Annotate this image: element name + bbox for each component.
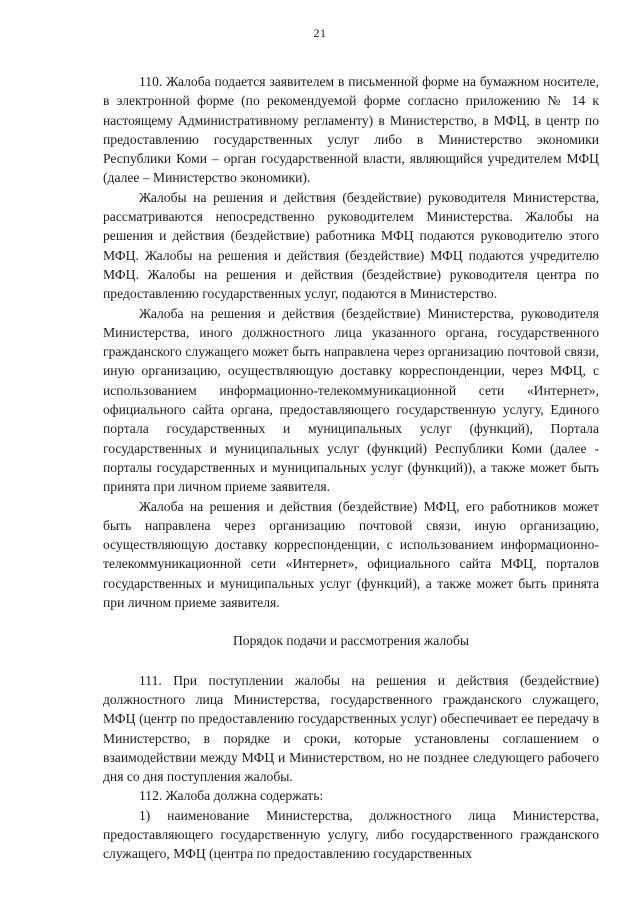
paragraph-complaints-ministry: Жалобы на решения и действия (бездействие) руководителя Министерства, рассматриваются непосредственно руководителем Министерства. Жалобы на решения и действия (бездействие) работника МФЦ подаются руководителю этого МФЦ. Жалобы на решения и действия (бездействие) МФЦ подаются учредителю МФЦ. Жалобы на решения и действия (бездействие) руководителя центра по предоставлению государственных услуг, подаются в Министерство. (103, 189, 599, 302)
paragraph-111: 111. При поступлении жалобы на решения и действия (бездействие) должностного лица Министерства, государственного гражданского служащего, МФЦ (центр по предоставлению государственных услуг) обеспечивает ее передачу в Министерство, в порядке и сроки, которые установлены соглашением о взаимодействии между МФЦ и Министерством, но не позднее следующего рабочего дня со дня поступления жалобы. (103, 672, 599, 785)
paragraph-112-item-1: 1) наименование Министерства, должностного лица Министерства, предоставляющего государственную услугу, либо государственного гражданского служащего, МФЦ (центра по предоставлению государственных (103, 807, 599, 862)
section-heading: Порядок подачи и рассмотрения жалобы (232, 633, 470, 649)
paragraph-complaint-channels-mfc: Жалоба на решения и действия (бездействие) МФЦ, его работников может быть направлена через организацию почтовой связи, иную организацию, осуществляющую доставку корреспонденции, с использованием информационно-телекоммуникационной сети «Интернет», официального сайта МФЦ, порталов государственных и муниципальных услуг (функций), а также может быть принята при личном приеме заявителя. (103, 498, 599, 611)
page-number: 21 (313, 26, 327, 40)
paragraph-110: 110. Жалоба подается заявителем в письменной форме на бумажном носителе, в электронной форме (по рекомендуемой форме согласно приложению № 14 к настоящему Административному регламенту) в Министерство, в МФЦ, в центр по предоставлению государственных услуг либо в Министерство экономики Республики Коми – орган государственной власти, являющийся учредителем МФЦ (далее – Министерство экономики). (103, 74, 599, 186)
paragraph-112: 112. Жалоба должна содержать: (139, 788, 324, 804)
paragraph-complaint-channels-ministry: Жалоба на решения и действия (бездействие) Министерства, руководителя Министерства, иного должностного лица указанного органа, государственного гражданского служащего может быть направлена через организацию почтовой связи, иную организацию, осуществляющую доставку корреспонденции, через МФЦ, с использованием информационно-телекоммуникационной сети «Интернет», официального сайта органа, предоставляющего государственную услугу, Единого портала государственных и муниципальных услуг (функций), Портала государственных и муниципальных услуг (функций) Республики Коми (далее - порталы государственных и муниципальных услуг (функций)), а также может быть принята при личном приеме заявителя. (103, 305, 599, 495)
document-body (103, 72, 599, 864)
